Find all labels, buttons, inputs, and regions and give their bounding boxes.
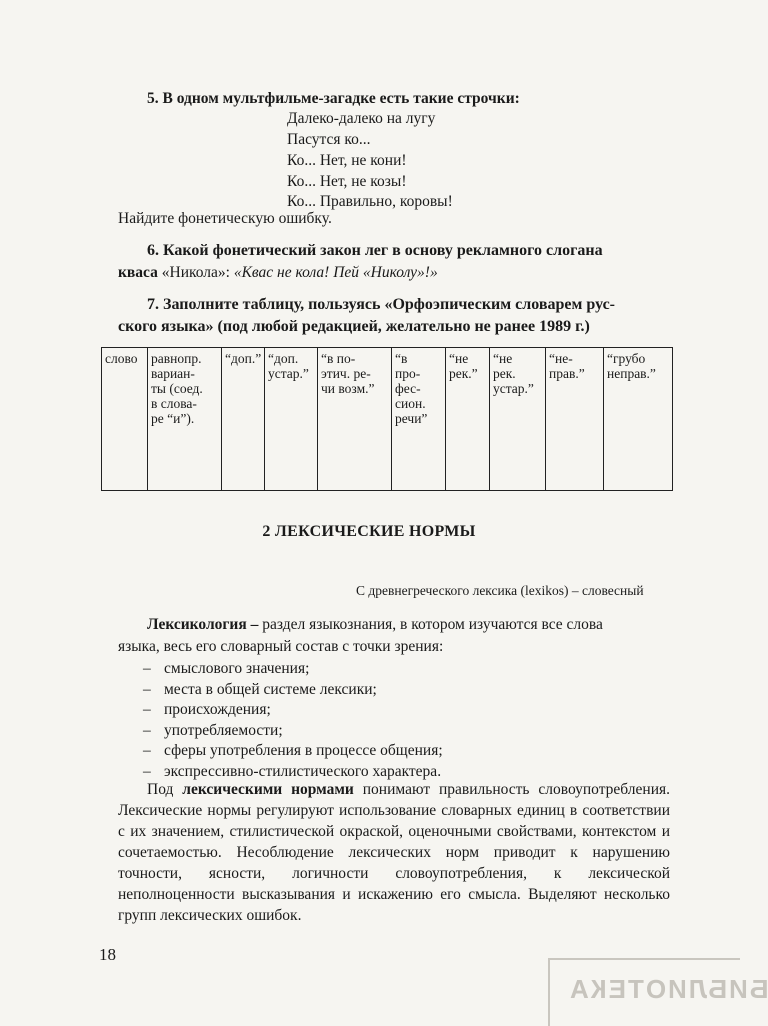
table-cell [318, 348, 392, 491]
table-cell [222, 348, 265, 491]
table-cell [546, 348, 604, 491]
cell-text: слово [105, 351, 138, 366]
list-dash: – [143, 762, 151, 780]
cell-text: этич. ре- [321, 366, 371, 381]
cell-text: сион. [395, 396, 426, 411]
cell-text: чи возм.” [321, 381, 375, 396]
q5-task: Найдите фонетическую ошибку. [118, 210, 332, 227]
cell-text: “доп.” [225, 351, 262, 366]
cell-text: ре “и”). [151, 411, 195, 426]
cell-text: фес- [395, 381, 421, 396]
lexicology-term: Лексикология – [147, 616, 259, 633]
stamp-text: БИБЛИОТЕКА [568, 974, 768, 1004]
cell-text: устар.” [268, 366, 309, 381]
section-title: 2 ЛЕКСИЧЕСКИЕ НОРМЫ [262, 523, 476, 540]
list-item [118, 721, 443, 742]
list-item-text: сферы употребления в процессе общения; [164, 742, 443, 759]
list-item-text: употребляемости; [164, 721, 283, 739]
cell-text: про- [395, 366, 421, 381]
orthoepic-table [101, 347, 673, 491]
poem-line: Пасутся ко... [287, 131, 371, 148]
q7-heading: 7. Заполните таблицу, пользуясь «Орфоэпическим словарем рус- [147, 296, 616, 313]
cell-text: “не [449, 351, 469, 366]
list-dash: – [143, 701, 151, 718]
q7-heading-cont: ского языка» (под любой редакцией, желательно не ранее 1989 г.) [118, 318, 590, 335]
cell-text: “грубо [607, 351, 646, 366]
list-dash: – [143, 742, 151, 759]
cell-text: “в по- [321, 351, 356, 366]
table-cell [102, 348, 148, 491]
table-cell [148, 348, 222, 491]
list-dash: – [143, 660, 151, 677]
list-item-text: экспрессивно-стилистического характера. [164, 762, 442, 780]
list-item [118, 680, 443, 701]
cell-text: речи” [395, 411, 428, 426]
norms-text: понимают правильность словоупотребления. Лексические нормы регулируют использование словарных единиц в соответствии с их значением, стилистической окраской, оценочными свойствами, контекстом и сочетаемостью. Несоблюдение лексических норм приводит к нарушению точности, ясности, логичности словоупотребления, к лексической неполноценности высказывания и искажению его смысла. Выделяют несколько групп лексических ошибок. [118, 781, 670, 924]
list-dash: – [143, 721, 151, 739]
q6-slogan-text: «Квас не кола! Пей «Николу»!» [233, 264, 438, 281]
cell-text: “в [395, 351, 408, 366]
list-item-text: смыслового значения; [164, 660, 310, 677]
lexicology-list [118, 659, 443, 782]
cell-text: прав.” [549, 366, 585, 381]
page-number: 18 [99, 945, 116, 964]
cell-text: в слова- [151, 396, 197, 411]
lexical-norms-paragraph [118, 779, 670, 926]
table-row [102, 348, 673, 491]
poem-line: Далеко-далеко на лугу [287, 110, 436, 127]
table-cell [446, 348, 490, 491]
list-item [118, 659, 443, 680]
norms-intro: Под [147, 781, 183, 798]
epigraph: С древнегреческого лексика (lexikos) – словесный [356, 583, 644, 598]
q5-heading: 5. В одном мультфильме-загадке есть такие строчки: [147, 90, 520, 107]
list-item [118, 700, 443, 721]
cell-text: “не [493, 351, 513, 366]
poem-line: Ко... Нет, не кони! [287, 152, 407, 169]
cell-text: “не- [549, 351, 573, 366]
lexicology-definition [147, 615, 603, 634]
lexicology-def-cont: языка, весь его словарный состав с точки зрения: [118, 638, 444, 655]
cell-text: устар.” [493, 381, 534, 396]
list-item-text: места в общей системе лексики; [164, 680, 377, 698]
table-cell [604, 348, 673, 491]
poem-line: Ко... Нет, не козы! [287, 173, 407, 190]
cell-text: рек.” [449, 366, 478, 381]
poem-line: Ко... Правильно, коровы! [287, 193, 453, 210]
q6-heading-end: кваса [118, 264, 158, 281]
cell-text: “доп. [268, 351, 299, 366]
q6-heading: 6. Какой фонетический закон лег в основу рекламного слогана [147, 242, 603, 259]
lexicology-def: раздел языкознания, в котором изучаются все слова [258, 616, 603, 633]
cell-text: ты (соед. [151, 381, 203, 396]
lexical-norms-term: лексическими нормами [182, 781, 354, 798]
q6-slogan [118, 263, 438, 282]
table-cell [490, 348, 546, 491]
library-stamp [548, 958, 768, 1026]
cell-text: равнопр. [151, 351, 202, 366]
table-cell [392, 348, 446, 491]
cell-text: рек. [493, 366, 516, 381]
list-item [118, 741, 443, 762]
cell-text: неправ.” [607, 366, 656, 381]
q6-brand: «Никола»: [157, 264, 234, 281]
cell-text: вариан- [151, 366, 195, 381]
list-dash: – [143, 680, 151, 698]
table-cell [265, 348, 318, 491]
list-item-text: происхождения; [164, 701, 271, 718]
